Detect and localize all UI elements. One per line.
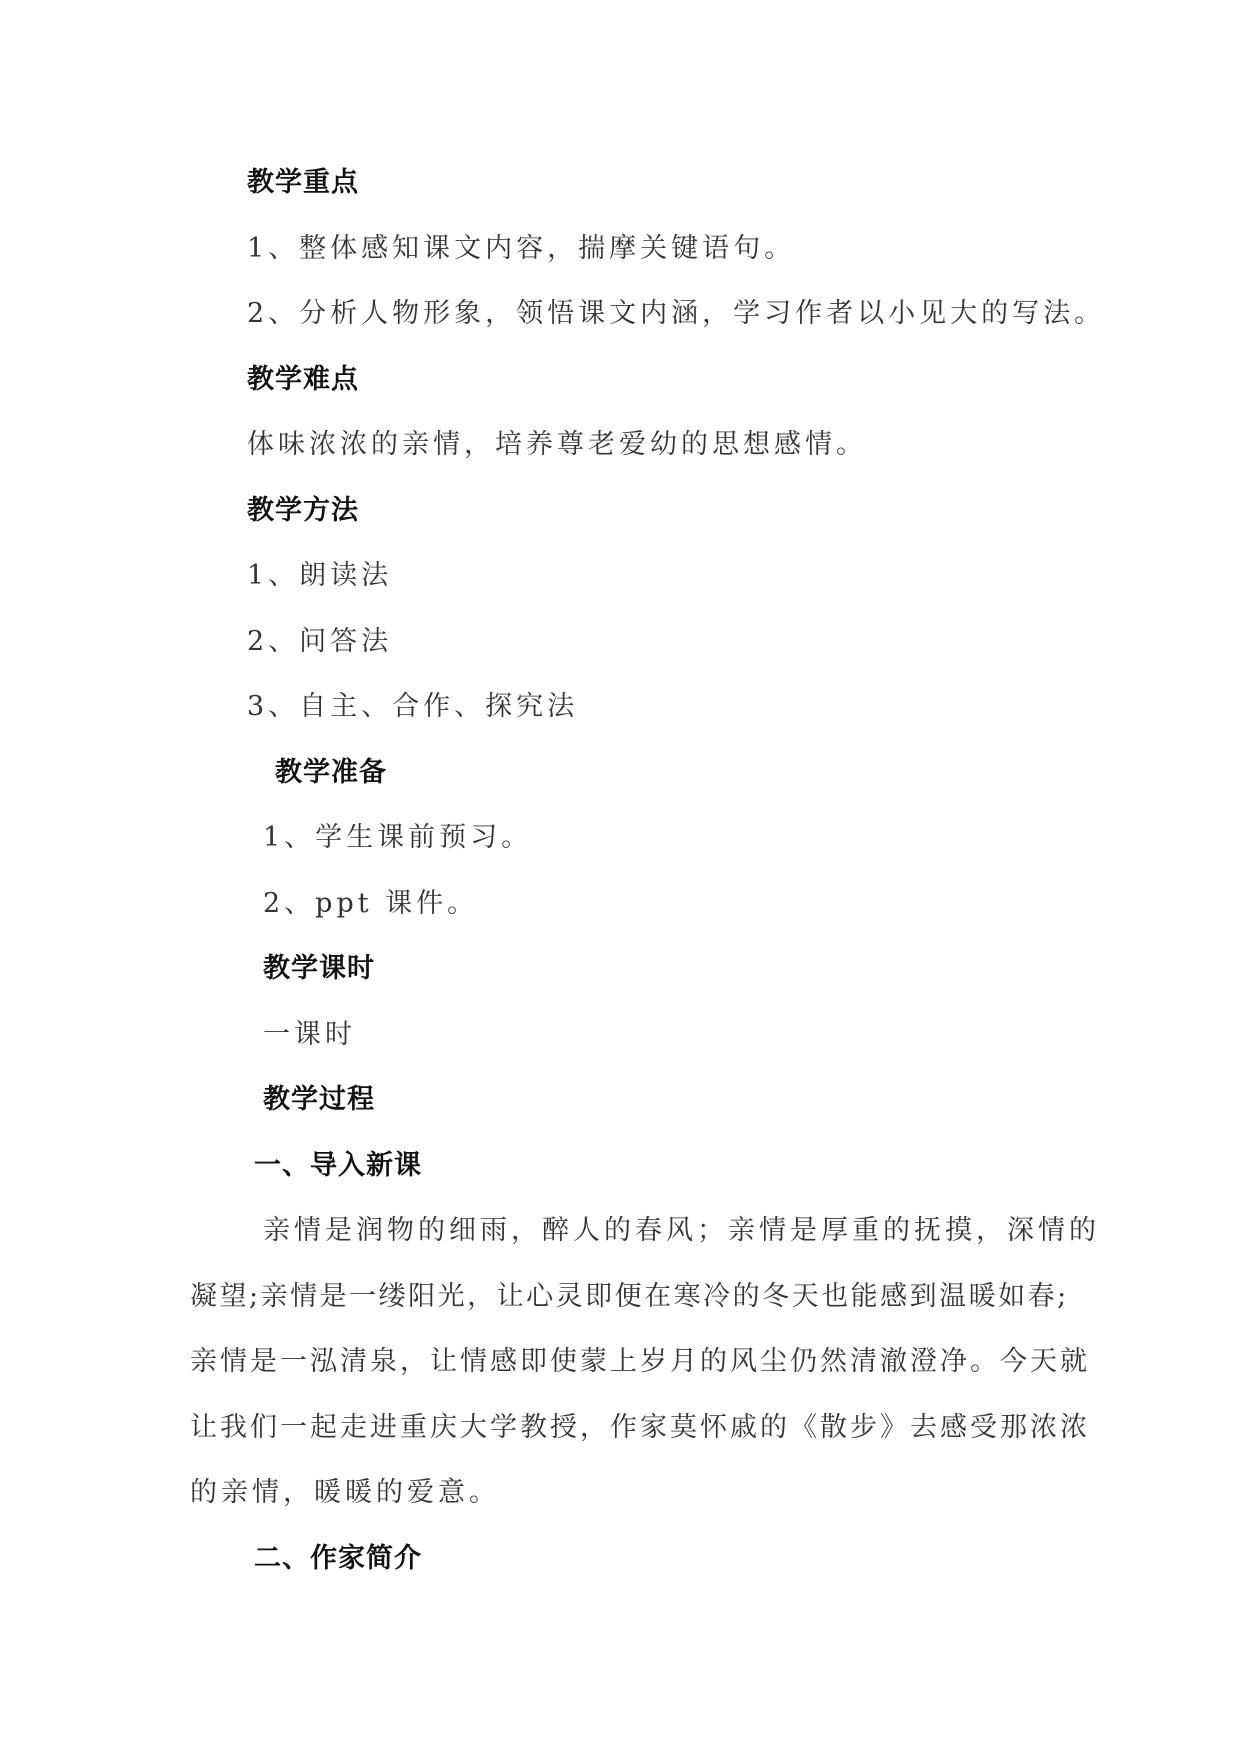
key-points-heading: 教学重点 [247,167,359,198]
preparation-item: 2、ppt 课件。 [263,888,479,919]
method-item: 2、问答法 [247,626,393,657]
intro-paragraph-line: 亲情是一泓清泉，让情感即使蒙上岁月的风尘仍然清澈澄净。今天就 [190,1346,1090,1377]
method-item: 3、自主、合作、探究法 [247,691,579,722]
process-heading: 教学过程 [263,1084,375,1115]
part1-heading: 一、导入新课 [254,1150,422,1181]
key-point-item: 2、分析人物形象，领悟课文内涵，学习作者以小见大的写法。 [247,298,1106,329]
key-point-item: 1、整体感知课文内容，揣摩关键语句。 [247,233,796,264]
intro-paragraph-line: 凝望;亲情是一缕阳光，让心灵即便在寒冷的冬天也能感到温暖如春; [190,1281,1069,1312]
difficulties-heading: 教学难点 [247,364,359,395]
methods-heading: 教学方法 [247,495,359,526]
part2-heading: 二、作家简介 [254,1543,422,1574]
preparation-item: 1、学生课前预习。 [263,822,533,853]
method-item: 1、朗读法 [247,560,393,591]
intro-paragraph-line: 让我们一起走进重庆大学教授，作家莫怀戚的《散步》去感受那浓浓 [190,1412,1090,1443]
preparation-heading: 教学准备 [275,757,387,788]
intro-paragraph-line: 的亲情，暖暖的爱意。 [190,1477,500,1508]
difficulties-text: 体味浓浓的亲情，培养尊老爱幼的思想感情。 [247,429,867,460]
intro-paragraph-line: 亲情是润物的细雨，醉人的春风；亲情是厚重的抚摸，深情的 [263,1215,1100,1246]
hours-text: 一课时 [263,1019,356,1050]
hours-heading: 教学课时 [263,953,375,984]
